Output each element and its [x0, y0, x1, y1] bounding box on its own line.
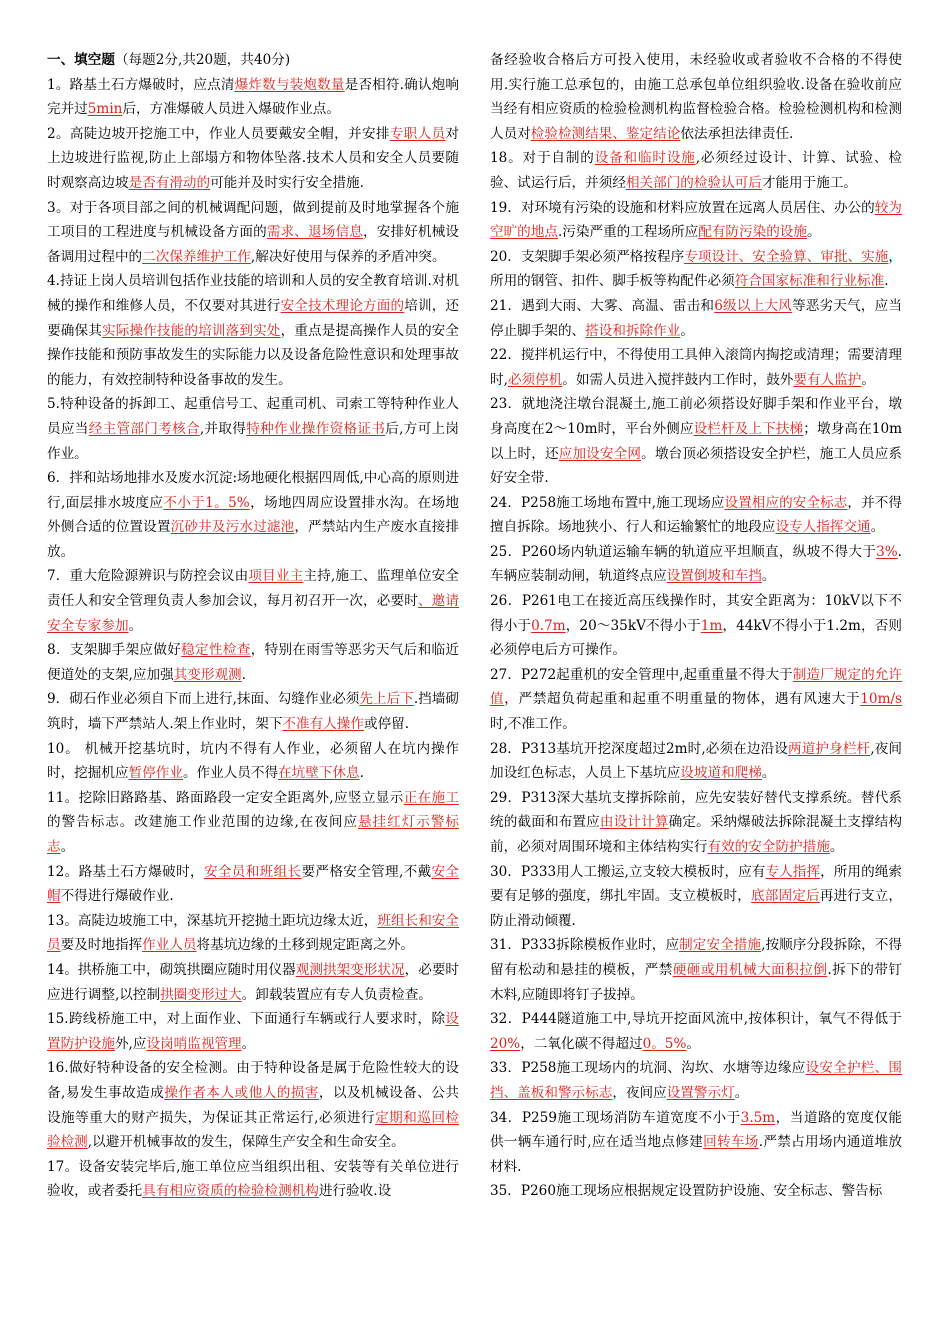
- section-heading: [47, 48, 459, 73]
- answer-blank: 经主管部门考核合: [88, 420, 200, 437]
- question-text: 6．拌和站场地排水及废水沉淀:场地硬化根据四周低,中心高的原则进行,面层排水坡度应: [47, 470, 459, 511]
- question-text: 对上边坡进行监视,防止上部塌方和物体坠落.技术人员和安全人员要随时观察高边坡: [47, 125, 459, 191]
- question-item: [490, 146, 902, 195]
- question-item: [490, 1106, 902, 1180]
- answer-blank: 3%: [876, 543, 898, 560]
- question-text: 33．P258施工现场内的坑洞、沟坎、水塘等边缘应: [490, 1060, 806, 1077]
- question-text: .: [359, 765, 364, 782]
- question-text: 。: [241, 1035, 256, 1052]
- answer-blank: 0。5%: [642, 1035, 687, 1052]
- question-text: 。: [60, 839, 75, 855]
- answer-blank: 设置防护设施: [47, 1011, 459, 1052]
- answer-blank: 检验检测结果、鉴定结论: [530, 125, 681, 142]
- question-text: 。作业人员不得: [182, 765, 279, 782]
- question-item: [490, 737, 902, 786]
- question-text: .拆下的带钉木料,应随即将钉子拔掉。: [490, 961, 902, 1003]
- question-text: 26．P261电工在接近高压线操作时，其安全距离为：10kV以下不得小于: [490, 593, 902, 634]
- question-text: 时,不准工作。: [490, 716, 576, 733]
- question-item: [490, 392, 902, 490]
- question-text: 。墩台顶必须搭设安全护栏，施工人员应系好安全带.: [490, 445, 903, 487]
- answer-blank: 设置相应的安全标志: [724, 494, 848, 511]
- question-text: 5.特种设备的拆卸工、起重信号工、起重司机、司索工等特种作业人员应当: [47, 396, 459, 437]
- answer-blank: 10m/s: [860, 691, 903, 708]
- question-text: 29．P313深大基坑支撑拆除前，应先安装好替代支撑系统。替代系统的截面和布置应: [490, 789, 902, 831]
- answer-blank: 定期和巡回检验检测: [47, 1109, 459, 1151]
- question-item: [47, 269, 459, 392]
- answer-blank: 操作者本人或他人的损害: [164, 1084, 319, 1101]
- question-text: ,并取得: [199, 420, 247, 437]
- question-item: [490, 786, 902, 860]
- question-item: [47, 466, 459, 564]
- question-item: [490, 860, 902, 934]
- question-item: [490, 1179, 902, 1204]
- answer-blank: 安全员和班组长: [203, 863, 302, 880]
- question-item: [47, 1155, 459, 1204]
- question-text: ，20～35kV不得小于: [565, 617, 701, 634]
- answer-blank: 特种作业操作资格证书: [246, 420, 386, 437]
- question-text: 主持,施工、监理单位安全责任人和安全管理负责人参加会议，每月初召开一次，必要时: [47, 568, 459, 610]
- question-text: 13。高陡边坡施工中，深基坑开挖抛土距坑边缘太近，: [47, 912, 378, 929]
- question-text: .车辆应装制动闸，轨道终点应: [490, 543, 902, 585]
- question-text: 外,应: [114, 1035, 147, 1052]
- question-item: [47, 737, 459, 786]
- answer-blank: 具有相应资质的检验检测机构: [142, 1183, 319, 1200]
- answer-blank: 二次保养维护工作: [142, 248, 251, 265]
- question-item: [490, 294, 902, 343]
- question-text: ,按顺序分段拆除，不得留有松动和悬挂的模板，严禁: [490, 937, 903, 978]
- question-text: ，特别在雨雪等恶劣天气后和临近便道处的支架,应加强: [47, 642, 459, 683]
- question-text: .严禁占用场内通道堆放材料.: [490, 1134, 902, 1175]
- answer-blank: 应加设安全网: [558, 445, 642, 462]
- question-item: [490, 343, 902, 392]
- question-text: ,以避开机械事故的发生，保障生产安全和生命安全。: [87, 1134, 405, 1151]
- question-item: [490, 933, 902, 1007]
- question-text: 35．P260施工现场应根据规定设置防护设施、安全标志、警告标: [490, 1183, 883, 1200]
- answer-blank: 是否有滑动的: [128, 174, 211, 191]
- question-text: 不得进行爆破作业.: [60, 888, 174, 905]
- answer-blank: 较为空旷的地点: [490, 199, 903, 241]
- question-item: [47, 73, 459, 122]
- answer-blank: 作业人员: [142, 937, 197, 954]
- answer-blank: 拱圈变形过大: [160, 986, 242, 1003]
- question-text: 。: [680, 322, 694, 339]
- question-text: 后,方可上岗作业。: [47, 420, 460, 462]
- question-item: [490, 1056, 902, 1105]
- question-text: ,必须经过设计、计算、试验、检验、试运行后，并须经: [490, 150, 902, 191]
- question-text: 是否相符.确认炮响完并过: [47, 76, 459, 118]
- answer-blank: 不准有人操作: [282, 716, 364, 733]
- question-text: 3。对于各项目部之间的机械调配问题，做到提前及时地掌握各个施工项目的工程进度与机械设备方面的: [47, 199, 459, 241]
- question-text: 。卸载装置应有专人负责检查。: [241, 986, 432, 1003]
- question-text: 9．砌石作业必须自下而上进行,抹面、勾缝作业必须: [47, 691, 360, 708]
- answer-blank: 1m: [700, 617, 723, 634]
- question-item: [47, 638, 459, 687]
- question-text: .: [241, 666, 246, 683]
- question-text: ，场地四周应设置排水沟。在场地外侧合适的位置设置: [47, 494, 459, 536]
- answer-blank: 设安全护栏、围挡、盖板和警示标志: [490, 1060, 903, 1101]
- answer-blank: 观测拱架变形状况: [295, 961, 405, 978]
- question-text: 。: [861, 371, 875, 388]
- question-text: 8．支架脚手架应做好: [47, 642, 182, 659]
- question-text: ；墩身高在10m以上时，还: [490, 420, 903, 462]
- question-text: .挡墙砌筑时，墙下严禁站人.架上作业时，架下: [47, 691, 459, 733]
- question-text: 确定。采纳爆破法拆除混凝土支撑结构前，必须对周围环境和主体结构实行: [490, 814, 903, 855]
- question-text: 。: [128, 617, 143, 634]
- left-question-list: [47, 73, 459, 1204]
- answer-blank: 0.7m: [531, 617, 566, 634]
- answer-blank: 5min: [87, 101, 123, 118]
- question-text: 24．P258施工场地布置中,施工现场应: [490, 494, 725, 511]
- left-column: [47, 48, 459, 1204]
- question-item: [490, 1007, 902, 1056]
- question-text: .污染严重的工程场所应: [557, 224, 699, 241]
- question-text: ,解决好使用与保养的矛盾冲突。: [250, 248, 446, 265]
- question-text: 。: [870, 519, 885, 536]
- question-text: 的警告标志。改建施工作业范围的边缘,在夜间应: [47, 814, 359, 831]
- question-text: 30．P333用人工搬运,立支较大模板时，应有: [490, 863, 766, 880]
- question-text: 25．P260场内轨道运输车辆的轨道应平坦顺直，纵坡不得大于: [490, 543, 877, 560]
- question-item: [47, 909, 459, 958]
- answer-blank: 设置警示灯: [666, 1084, 735, 1101]
- answer-blank: 符合国家标准和行业标准: [734, 273, 885, 290]
- question-text: 。如需人员进入搅拌鼓内工作时，鼓外: [562, 371, 794, 388]
- question-text: ，当道路的宽度仅能供一辆车通行时,应在适当地点修建: [490, 1109, 903, 1151]
- question-text: 20．支架脚手架必须严格按程序: [490, 248, 685, 265]
- question-text: 可能并及时实行安全措施.: [210, 174, 364, 191]
- answer-blank: 设置倒坡和车挡: [666, 568, 762, 585]
- question-text: ，44kV不得小于1.2m，否则必须停电后方可操作。: [490, 617, 903, 659]
- question-item: [490, 196, 902, 245]
- question-item: [490, 245, 902, 294]
- question-text: .: [884, 273, 889, 290]
- answer-blank: 专职人员: [389, 125, 446, 142]
- question-item: [47, 122, 459, 196]
- answer-blank: 有效的安全防护措施: [707, 839, 830, 855]
- answer-blank: 回转车场: [703, 1134, 759, 1151]
- question-text: ，安排好机械设备调用过程中的: [47, 224, 460, 265]
- question-text: 。: [761, 765, 776, 782]
- question-text: 或停留.: [363, 716, 410, 733]
- question-text: 要严格安全管理,不戴: [301, 863, 432, 880]
- answer-blank: 需求、退场信息: [266, 224, 363, 241]
- question-item: [47, 564, 459, 638]
- right-column: [490, 48, 902, 1204]
- question-item: [47, 1056, 459, 1154]
- answer-blank: 20%: [490, 1035, 521, 1052]
- answer-blank: 在坑壁下休息: [278, 765, 360, 782]
- answer-blank: 爆炸数与装炮数量: [234, 76, 345, 93]
- answer-blank: 6级以上大风: [714, 297, 792, 314]
- question-text: 12。路基土石方爆破时，: [47, 863, 204, 880]
- answer-blank: 实际操作技能的培训落到实处: [101, 322, 281, 339]
- answer-blank: 沉砂井及污水过滤池: [170, 519, 295, 536]
- answer-blank: 其变形观测: [173, 666, 242, 683]
- question-text: ，二氧化碳不得超过: [520, 1035, 643, 1052]
- answer-blank: 班组长和安全员: [47, 912, 460, 954]
- answer-blank: 、邀请安全专家参加: [47, 593, 460, 634]
- answer-blank: 搭设和拆除作业: [585, 322, 681, 339]
- question-item: [490, 48, 902, 146]
- question-item: [47, 860, 459, 909]
- answer-blank: 底部固定后: [751, 888, 820, 905]
- answer-blank: 专人指挥: [765, 863, 821, 880]
- question-text: ，所用的钢管、扣件、脚手板等构配件必须: [490, 248, 902, 290]
- answer-blank: 3.5m: [740, 1109, 776, 1126]
- answer-blank: 设岗哨监视管理: [146, 1035, 242, 1052]
- question-item: [490, 663, 902, 737]
- question-item: [47, 1007, 459, 1056]
- answer-blank: 稳定性检查: [181, 642, 251, 659]
- answer-blank: 先上后下: [359, 691, 414, 708]
- answer-blank: 项目业主: [248, 568, 304, 585]
- answer-blank: 配有防污染的设施: [698, 224, 807, 241]
- question-text: 7．重大危险源辨识与防控会议由: [47, 568, 249, 585]
- question-text: 进行验收.设: [318, 1183, 392, 1200]
- question-text: ，夜间应: [612, 1084, 667, 1101]
- question-text: 4.持证上岗人员培训包括作业技能的培训和人员的安全教育培训.对机械的操作和维修人员，不仅要对其进行: [47, 273, 459, 314]
- question-text: 11。挖除旧路路基、路面路段一定安全距离外,应竖立显示: [47, 789, 404, 806]
- question-text: 21．遇到大雨、大雾、高温、雷击和: [490, 297, 715, 314]
- question-text: 将基坑边缘的土移到规定距离之外。: [196, 937, 415, 954]
- question-text: 32．P444隧道施工中,导坑开挖面风流中,按体积计，氧气不得低于: [490, 1011, 902, 1028]
- answer-blank: 暂停作业: [128, 765, 183, 782]
- question-text: 才能用于施工。: [761, 174, 858, 191]
- question-text: 31．P333拆除模板作业时，应: [490, 937, 680, 954]
- question-item: [47, 958, 459, 1007]
- question-text: ,夜间加设红色标志，人员上下基坑应: [490, 740, 903, 782]
- answer-blank: 不小于1。5%: [163, 494, 250, 511]
- question-text: 再进行支立，防止滑动倾覆.: [490, 888, 903, 929]
- answer-blank: 要有人监护: [793, 371, 862, 388]
- question-text: 18。对于自制的: [490, 150, 595, 167]
- question-text: 。: [734, 1084, 749, 1101]
- question-text: 23．就地浇注墩台混凝土,施工前必须搭设好脚手架和作业平台，墩身高度在2～10m时，平台外侧应: [490, 396, 902, 437]
- question-item: [490, 589, 902, 663]
- question-item: [490, 491, 902, 540]
- question-text: ，并不得擅自拆除。场地狭小、行人和运输繁忙的地段应: [490, 494, 902, 536]
- question-text: 。: [829, 839, 844, 855]
- answer-blank: 相关部门的检验认可后: [625, 174, 762, 191]
- question-text: ，以及机械设备、公共设施等重大的财产损失，为保证其正常运行,必须进行: [47, 1084, 460, 1126]
- question-text: 27．P272起重机的安全管理中,起重重量不得大于: [490, 666, 793, 683]
- answer-blank: 制定安全措施: [679, 937, 762, 954]
- answer-blank: 设备和临时设施: [594, 150, 696, 167]
- answer-blank: 两道护身栏杆: [788, 740, 871, 757]
- question-text: 19．对环境有污染的设施和材料应放置在远离人员居住、办公的: [490, 199, 875, 216]
- answer-blank: 安全帽: [47, 863, 460, 905]
- answer-blank: 正在施工: [403, 789, 459, 806]
- answer-blank: 悬挂红灯示警标志: [47, 814, 459, 855]
- answer-blank: 必须停机: [507, 371, 563, 388]
- question-text: 17。设备安装完毕后,施工单位应当组织出租、安装等有关单位进行验收，或者委托: [47, 1158, 459, 1200]
- question-text: 后，方准爆破人员进入爆破作业点。: [122, 101, 340, 118]
- question-text: 16.做好特种设备的安全检测。由于特种设备是属于危险性较大的设备,易发生事故造成: [47, 1060, 459, 1101]
- question-text: 28．P313基坑开挖深度超过2m时,必须在边沿设: [490, 740, 789, 757]
- question-text: 2。高陡边坡开挖施工中，作业人员要戴安全帽，并安排: [47, 125, 390, 142]
- question-text: ，严禁站内生产废水直接排放。: [47, 519, 460, 560]
- question-text: 要及时地指挥: [60, 937, 143, 954]
- question-text: 10。 机械开挖基坑时，坑内不得有人作业，必须留人在坑内操作时，挖掘机应: [47, 740, 459, 782]
- question-text: ，所用的绳索要有足够的强度，绑扎牢固。支立模板时，: [490, 863, 903, 905]
- question-text: 。: [761, 568, 776, 585]
- question-text: ，重点是提高操作人员的安全操作技能和预防事故发生的实际能力以及设备危险性意识和处理事故的能力，有效控制特种设备事故的发生。: [47, 322, 460, 388]
- answer-blank: 设栏杆及上下扶梯: [693, 420, 804, 437]
- question-text: 14。拱桥施工中，砌筑拱圈应随时用仪器: [47, 961, 296, 978]
- question-text: 34．P259施工现场消防车道宽度不小于: [490, 1109, 741, 1126]
- question-text: 22．搅拌机运行中，不得使用工具伸入滚筒内掏挖或清理；需要清理时,: [490, 347, 902, 388]
- question-text: 等恶劣天气，应当停止脚手架的、: [490, 297, 903, 339]
- answer-blank: 设坡道和爬梯: [680, 765, 762, 782]
- question-text: ，必要时应进行调整,以控制: [47, 961, 460, 1003]
- question-text: 。: [806, 224, 821, 241]
- section-title: 一、填空题: [47, 52, 115, 68]
- answer-blank: 硬砸或用机械大面积拉倒: [672, 961, 828, 978]
- right-question-list: [490, 48, 902, 1204]
- answer-blank: 由设计计算: [599, 814, 669, 831]
- answer-blank: 制造厂规定的允许值: [490, 666, 902, 708]
- question-text: ，严禁超负荷起重和起重不明重量的物体，遇有风速大于: [504, 691, 861, 708]
- question-text: 依法承担法律责任.: [680, 125, 794, 142]
- question-item: [47, 392, 459, 466]
- answer-blank: 专项设计、安全验算、审批、实施: [684, 248, 889, 265]
- question-item: [47, 196, 459, 270]
- question-text: 1。路基土石方爆破时，应点清: [47, 76, 235, 93]
- section-note: （每题2分,共20题，共40分): [114, 52, 291, 68]
- question-text: 培训，还要确保其: [47, 297, 460, 339]
- answer-blank: 设专人指挥交通: [775, 519, 871, 536]
- question-item: [47, 786, 459, 860]
- question-text: 15.跨线桥施工中，对上面作业、下面通行车辆或行人要求时，除: [47, 1011, 446, 1028]
- question-item: [490, 540, 902, 589]
- answer-blank: 安全技术理论方面的: [280, 297, 405, 314]
- question-text: 备经验收合格后方可投入使用，未经验收或者验收不合格的不得使用.实行施工总承包的，由施工总承包单位组织验收.设备在验收前应当经有相应资质的检验检测机构监督检验合格。检验检测机构和检测人员对: [490, 52, 902, 142]
- question-item: [47, 687, 459, 736]
- question-text: 。: [686, 1035, 700, 1052]
